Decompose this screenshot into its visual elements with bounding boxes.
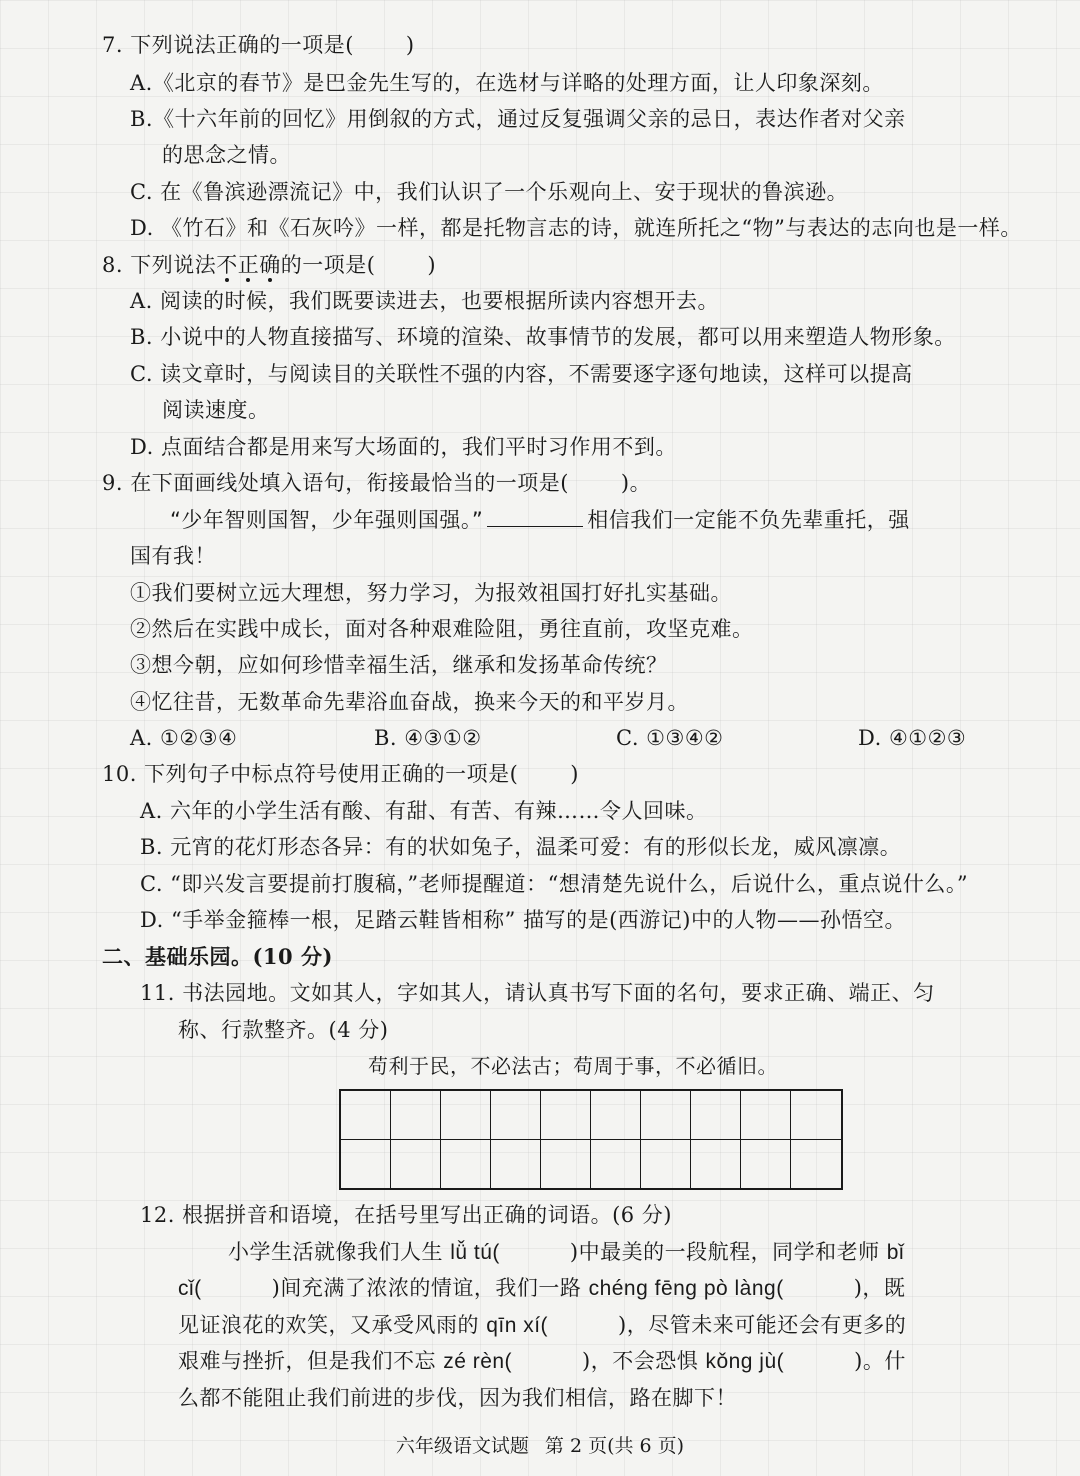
q8-option-d: D. 点面结合都是用来写大场面的，我们平时习作用不到。 <box>130 435 677 459</box>
q7-option-a: A.《北京的春节》是巴金先生写的，在选材与详略的处理方面，让人印象深刻。 <box>130 71 884 95</box>
q7-stem: 7. 下列说法正确的一项是( ) <box>102 33 415 57</box>
grid-cell[interactable] <box>441 1140 491 1189</box>
grid-cell[interactable] <box>791 1140 841 1189</box>
q8-stem: 8. 下列说法不正确的一项是( ) <box>102 253 437 277</box>
q8-option-c-cont: 阅读速度。 <box>162 398 270 422</box>
q9-sentence-3: ③想今朝，应如何珍惜幸福生活，继承和发扬革命传统？ <box>130 653 668 677</box>
q9-option-d: D. ④①②③ <box>858 726 967 750</box>
q10-option-c: C. “即兴发言要提前打腹稿，”老师提醒道：“想清楚先说什么，后说什么，重点说什么。” <box>140 872 969 896</box>
q7-option-b-cont: 的思念之情。 <box>162 143 291 167</box>
q9-stem: 9. 在下面画线处填入语句，衔接最恰当的一项是( )。 <box>102 471 652 495</box>
q7-option-c: C. 在《鲁滨逊漂流记》中，我们认识了一个乐观向上、安于现状的鲁滨逊。 <box>130 180 849 204</box>
grid-cell[interactable] <box>591 1091 641 1140</box>
q11-stem: 11. 书法园地。文如其人，字如其人，请认真书写下面的名句，要求正确、端正、匀 <box>140 981 935 1005</box>
grid-cell[interactable] <box>741 1091 791 1140</box>
q12-line-1: 小学生活就像我们人生 lǚ tú( )中最美的一段航程，同学和老师 bǐ <box>228 1240 905 1264</box>
q12-stem: 12. 根据拼音和语境，在括号里写出正确的词语。(6 分) <box>140 1203 672 1227</box>
q9-option-c: C. ①③④② <box>616 726 724 750</box>
grid-cell[interactable] <box>391 1091 441 1140</box>
grid-cell[interactable] <box>541 1140 591 1189</box>
q10-option-b: B. 元宵的花灯形态各异：有的状如兔子，温柔可爱：有的形似长龙，威风凛凛。 <box>140 835 902 859</box>
grid-cell[interactable] <box>491 1091 541 1140</box>
q9-sentence-1: ①我们要树立远大理想，努力学习，为报效祖国打好扎实基础。 <box>130 581 732 605</box>
section-2-title: 二、基础乐园。(10 分) <box>102 944 333 969</box>
grid-cell[interactable] <box>491 1140 541 1189</box>
q10-stem: 10. 下列句子中标点符号使用正确的一项是( ) <box>102 762 579 786</box>
q7-option-d: D. 《竹石》和《石灰吟》一样，都是托物言志的诗，就连所托之“物”与表达的志向也是一样。 <box>130 216 1022 240</box>
grid-cell[interactable] <box>691 1140 741 1189</box>
q12-line-4: 艰难与挫折，但是我们不忘 zé rèn( )，不会恐惧 kǒng jù( )。什 <box>178 1349 906 1373</box>
q10-option-d: D. “手举金箍棒一根，足踏云鞋皆相称” 描写的是(西游记)中的人物——孙悟空。 <box>140 908 906 932</box>
grid-cell[interactable] <box>691 1091 741 1140</box>
q9-option-a: A. ①②③④ <box>130 726 238 750</box>
grid-cell[interactable] <box>391 1140 441 1189</box>
grid-cell[interactable] <box>341 1091 391 1140</box>
q12-line-5: 么都不能阻止我们前进的步伐，因为我们相信，路在脚下！ <box>178 1386 737 1410</box>
grid-cell[interactable] <box>641 1091 691 1140</box>
grid-cell[interactable] <box>341 1140 391 1189</box>
q9-quote: “少年智则国智，少年强则国强。” 相信我们一定能不负先辈重托，强 <box>170 508 910 532</box>
q12-line-2: cǐ( )间充满了浓浓的情谊，我们一路 chéng fēng pò làng( )，既 <box>178 1276 906 1300</box>
grid-cell[interactable] <box>541 1091 591 1140</box>
q8-option-c: C. 读文章时，与阅读目的关联性不强的内容，不需要逐字逐句地读，这样可以提高 <box>130 362 913 386</box>
q12-line-3: 见证浪花的欢笑，又承受风雨的 qīn xí( )，尽管未来可能还会有更多的 <box>178 1313 907 1337</box>
q9-fill-line <box>487 506 583 527</box>
q8-option-b: B. 小说中的人物直接描写、环境的渲染、故事情节的发展，都可以用来塑造人物形象。 <box>130 325 956 349</box>
q11-quote: 苟利于民，不必法古；苟周于事，不必循旧。 <box>368 1054 778 1078</box>
grid-cell[interactable] <box>641 1140 691 1189</box>
grid-cell[interactable] <box>791 1091 841 1140</box>
grid-cell[interactable] <box>441 1091 491 1140</box>
page-footer <box>0 1432 1080 1460</box>
footer-subject: 六年级语文试题 <box>395 1435 529 1457</box>
q9-sentence-2: ②然后在实践中成长，面对各种艰难险阻，勇往直前，攻坚克难。 <box>130 617 754 641</box>
grid-cell[interactable] <box>741 1140 791 1189</box>
q8-option-a: A. 阅读的时候，我们既要读进去，也要根据所读内容想开去。 <box>130 289 720 313</box>
writing-grid[interactable] <box>339 1089 843 1190</box>
footer-page-number: 第 2 页(共 6 页) <box>544 1435 685 1457</box>
q9-quote-cont: 国有我！ <box>130 544 216 568</box>
q9-option-b: B. ④③①② <box>374 726 482 750</box>
q11-stem-cont: 称、行款整齐。(4 分) <box>178 1018 389 1042</box>
q9-sentence-4: ④忆往昔，无数革命先辈浴血奋战，换来今天的和平岁月。 <box>130 690 689 714</box>
q7-option-b: B.《十六年前的回忆》用倒叙的方式，通过反复强调父亲的忌日，表达作者对父亲 <box>130 107 906 131</box>
q10-option-a: A. 六年的小学生活有酸、有甜、有苦、有辣……令人回味。 <box>140 799 708 823</box>
grid-cell[interactable] <box>591 1140 641 1189</box>
